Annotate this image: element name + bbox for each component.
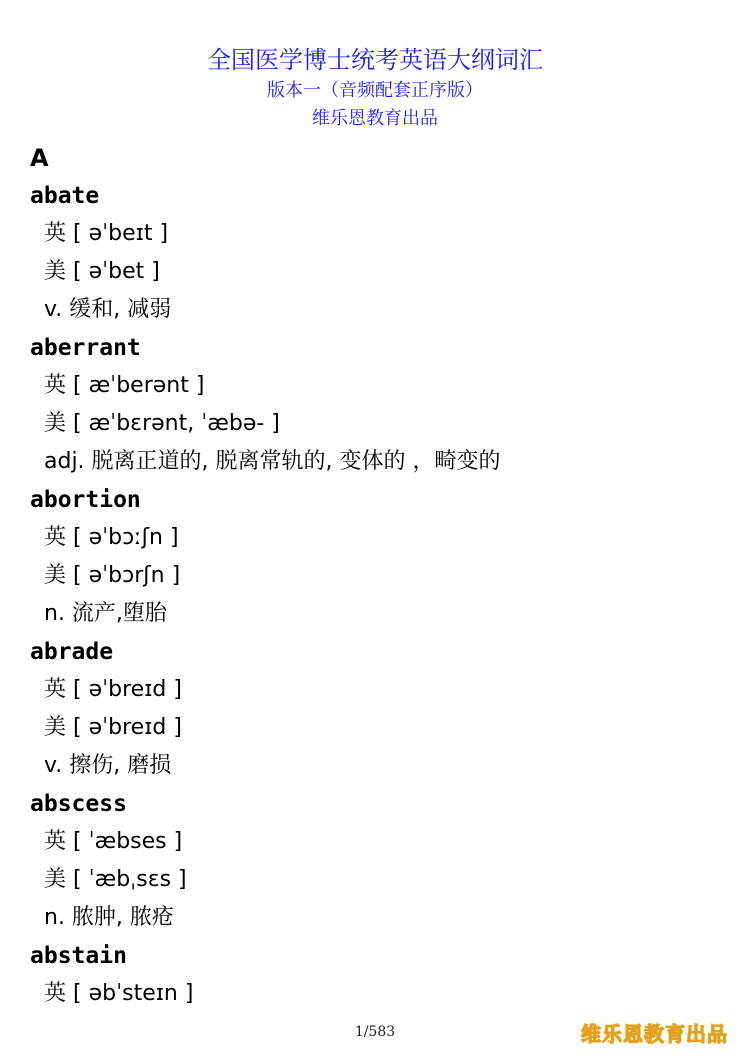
uk-pronunciation: 英 [ əˈbreɪd ] [44,677,182,702]
headword: abortion [30,487,141,513]
entry-abrade [30,633,730,785]
entry-abscess [30,785,730,937]
headword: abrade [30,639,114,665]
document-title: 全国医学博士统考英语大纲词汇 [207,46,543,74]
us-pronunciation: 美 [ əˈbreɪd ] [44,715,182,740]
us-pronunciation: 美 [ əˈbɔrʃn ] [44,563,181,588]
document-subtitle: 版本一（音频配套正序版） [267,80,483,101]
entry-aberrant [30,329,730,481]
entry-abortion [30,481,730,633]
entry-abate [30,177,730,329]
headword: abstain [30,943,127,969]
definition: n. 脓肿, 脓疮 [44,905,174,930]
headword: aberrant [30,335,141,361]
definition: v. 缓和, 减弱 [44,297,172,322]
uk-pronunciation: 英 [ əˈbeɪt ] [44,221,169,246]
section-letter: A [30,144,49,172]
headword: abscess [30,791,127,817]
page-number: 1/583 [354,1024,396,1040]
definition: v. 擦伤, 磨损 [44,753,172,778]
headword: abate [30,183,100,209]
entry-abstain [30,937,730,1013]
us-pronunciation: 美 [ ˈæbˌsɛs ] [44,867,187,892]
uk-pronunciation: 英 [ ˈæbses ] [44,829,183,854]
publisher-line: 维乐恩教育出品 [312,108,438,129]
us-pronunciation: 美 [ əˈbet ] [44,259,160,284]
us-pronunciation: 美 [ æˈbɛrənt, ˈæbə- ] [44,411,280,436]
definition: n. 流产,堕胎 [44,601,167,626]
definition: adj. 脱离正道的, 脱离常轨的, 变体的 ，畸变的 [44,449,501,474]
vocabulary-list [30,140,730,1013]
uk-pronunciation: 英 [ əˈbɔːʃn ] [44,525,179,550]
uk-pronunciation: 英 [ æˈberənt ] [44,373,205,398]
watermark-logo: 维乐恩教育出品 [581,1022,728,1046]
uk-pronunciation: 英 [ əbˈsteɪn ] [44,981,194,1006]
